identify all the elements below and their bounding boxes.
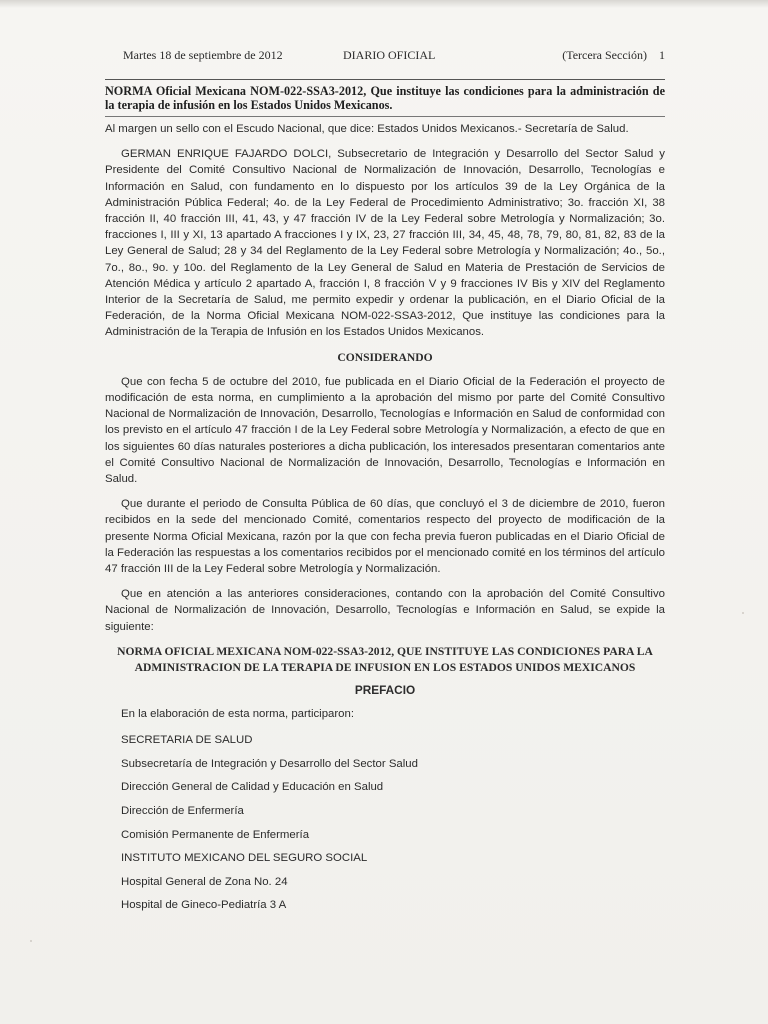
title-rule: [105, 116, 665, 117]
participant-item: SECRETARIA DE SALUD: [121, 734, 253, 747]
participant-item: Comisión Permanente de Enfermería: [121, 828, 310, 841]
main-column: [105, 0, 665, 1024]
considerando-paragraph-1: Que con fecha 5 de octubre del 2010, fue publicada en el Diario Oficial de la Federación el proyecto de modificación de esta norma, en cumplimiento a la aprobación del mismo por parte del Comité Consultivo Nacional de Normalización de Innovación, Desarrollo, Tecnologías e Información en Salud de conformidad con los previsto en el artículo 47 fracción I de la Ley Federal sobre Metrología y Normalización, a efecto de que en los siguientes 60 días naturales posteriores a dicha publicación, los interesados presentaran comentarios ante el Comité Consultivo Nacional de Normalización de Innovación, Desarrollo, Tecnologías e Información en Salud.: [105, 375, 665, 486]
participant-item: Dirección General de Calidad y Educación en Salud: [121, 781, 384, 794]
header-rule: [105, 79, 665, 80]
preamble-paragraph: GERMAN ENRIQUE FAJARDO DOLCI, Subsecretario de Integración y Desarrollo del Sector Salud y Presidente del Comité Consultivo Nacional de Normalización de Innovación, Desarrollo, Tecnologías e Información en Salud, con fundamento en lo dispuesto por los artículos 39 de la Ley Orgánica de la Administración Pública Federal; 4o. de la Ley Federal de Procedimiento Administrativo; 3o. fracción XI, 38 fracción II, 40 fracción III, 41, 43, y 47 fracción IV de la Ley Federal sobre Metrología y Normalización; 3o. fracciones I, III y XI, 13 apartado A fracciones I y IX, 23, 27 fracción III, 34, 45, 48, 78, 79, 80, 81, 82, 83 de la Ley General de Salud; 28 y 34 del Reglamento de la Ley Federal sobre Metrología y Normalización; 4o., 5o., 7o., 8o., 9o. y 10o. del Reglamento de la Ley General de Salud en Materia de Prestación de Servicios de Atención Médica y artículo 2 apartado A, fracción I, 8 fracción V y 9 fracciones IV Bis y XIV del Reglamento Interior de la Secretaría de Salud, me permito expedir y ordenar la publicación, en el Diario Oficial de la Federación, de la Norma Oficial Mexicana NOM-022-SSA3-2012, Que instituye las condiciones para la Administración de la Terapia de Infusión en los Estados Unidos Mexicanos.: [105, 148, 665, 339]
considerando-paragraph-2: Que durante el periodo de Consulta Pública de 60 días, que concluyó el 3 de diciembre de 2010, fueron recibidos en la sede del mencionado Comité, comentarios respecto del proyecto de modificación de la presente Norma Oficial Mexicana, razón por la que con fecha previa fueron publicadas en el Diario Oficial de la Federación las respuestas a los comentarios recibidos por el mencionado comité en los términos del artículo 47 fracción III de la Ley Federal sobre Metrología y Normalización.: [105, 498, 665, 576]
header-page-number: 1: [659, 48, 665, 62]
scan-speck: [742, 612, 744, 614]
participant-item: INSTITUTO MEXICANO DEL SEGURO SOCIAL: [121, 852, 368, 865]
document-body: [105, 121, 665, 921]
participant-item: Hospital General de Zona No. 24: [121, 875, 288, 888]
prefacio-intro: En la elaboración de esta norma, participaron:: [121, 708, 355, 721]
considerando-heading: CONSIDERANDO: [337, 350, 433, 364]
norma-heading: NORMA OFICIAL MEXICANA NOM-022-SSA3-2012, QUE INSTITUYE LAS CONDICIONES PARA LA ADMINISTRACION DE LA TERAPIA DE INFUSION EN LOS ESTADOS UNIDOS MEXICANOS: [117, 644, 653, 674]
participant-item: Hospital de Gineco-Pediatría 3 A: [121, 899, 287, 912]
header-section-label: (Tercera Sección): [562, 48, 647, 62]
seal-note: Al margen un sello con el Escudo Nacional, que dice: Estados Unidos Mexicanos.- Secretaría de Salud.: [105, 123, 629, 135]
considerando-paragraph-3: Que en atención a las anteriores consideraciones, contando con la aprobación del Comité Consultivo Nacional de Normalización de Innovación, Desarrollo, Tecnologías e Información en Salud, se expide la siguiente:: [105, 588, 665, 633]
header-newspaper: DIARIO OFICIAL: [343, 48, 436, 62]
document-title: NORMA Oficial Mexicana NOM-022-SSA3-2012, Que instituye las condiciones para la administración de la terapia de infusión en los Estados Unidos Mexicanos.: [105, 84, 665, 112]
prefacio-heading: PREFACIO: [354, 682, 416, 697]
scan-speck: [30, 940, 32, 942]
header-date: Martes 18 de septiembre de 2012: [123, 48, 283, 62]
participant-item: Subsecretaría de Integración y Desarrollo del Sector Salud: [121, 757, 418, 770]
participant-item: Dirección de Enfermería: [121, 805, 244, 818]
